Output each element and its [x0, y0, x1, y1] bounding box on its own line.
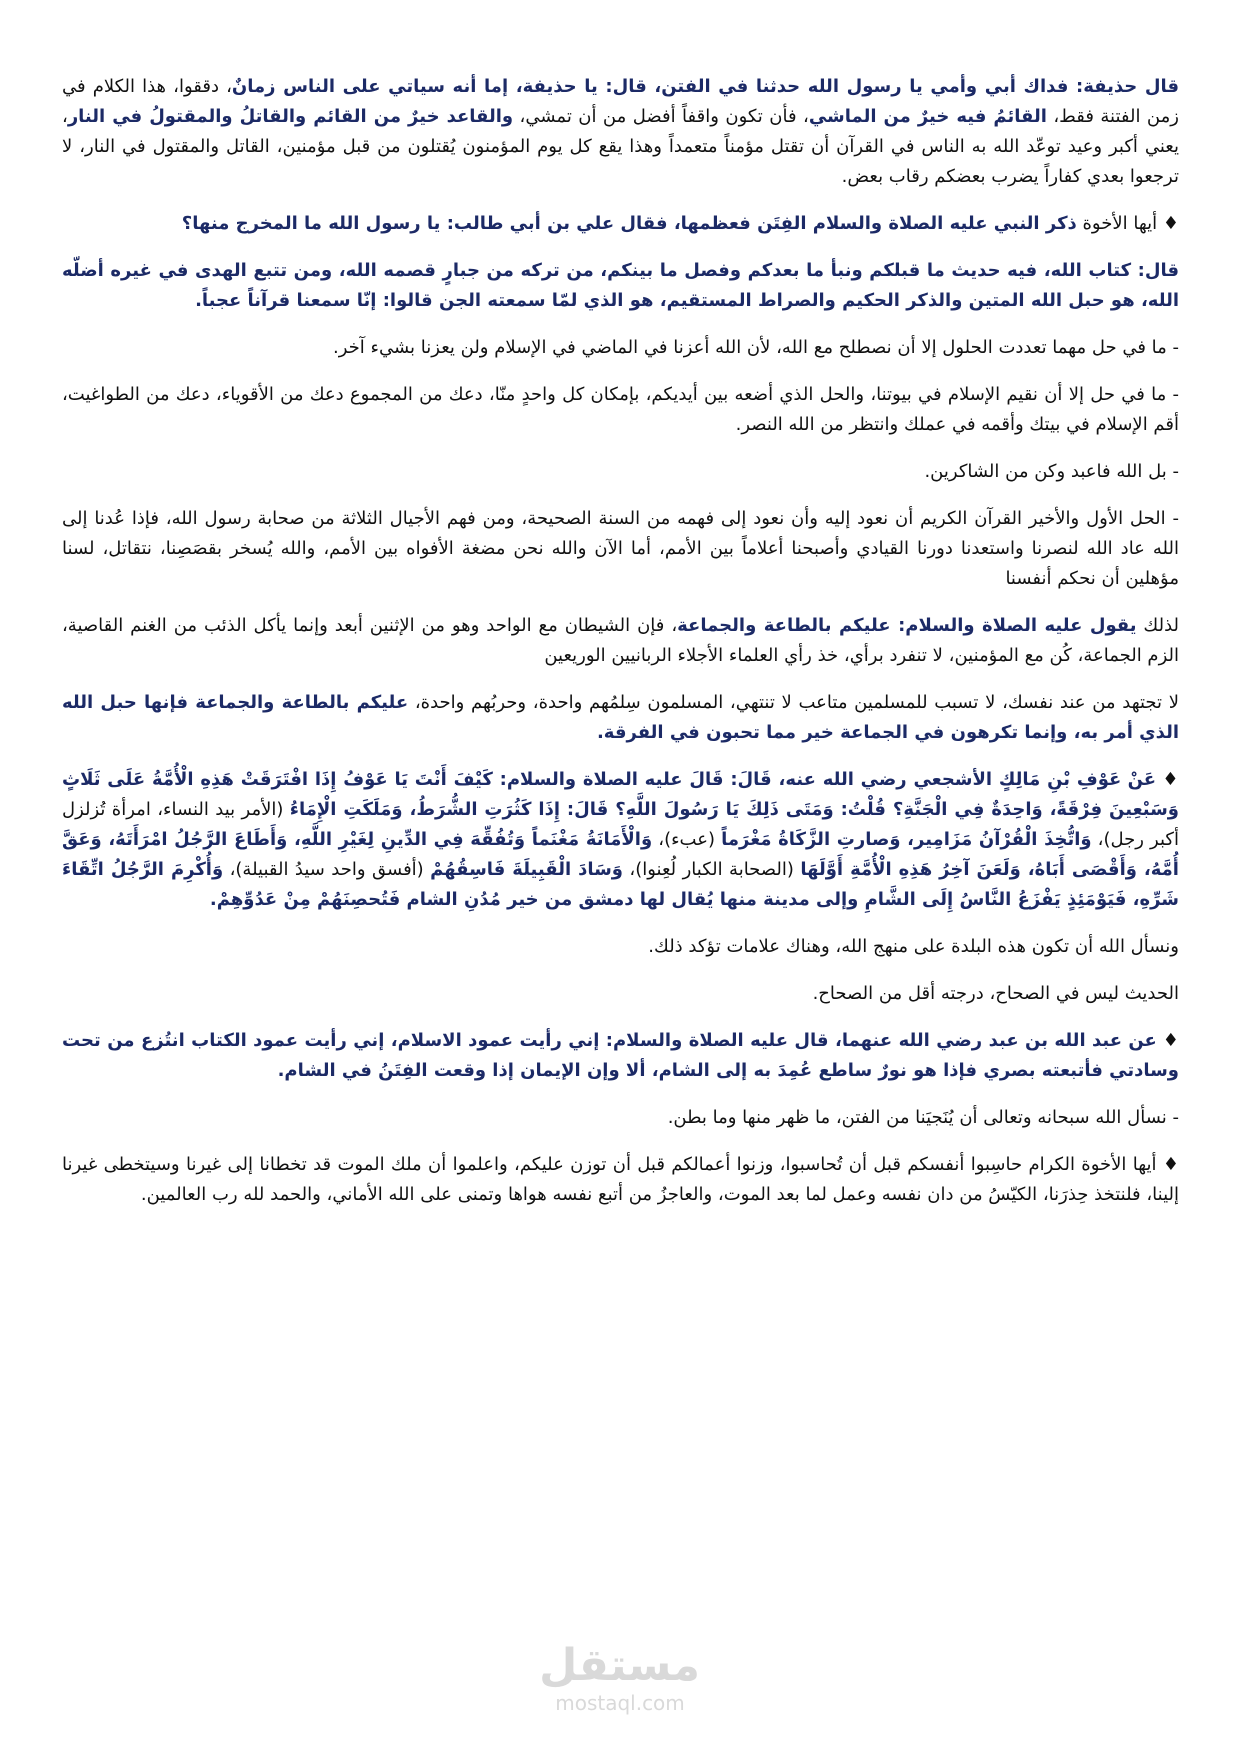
emphasized-text: عليكم بالطاعة والجماعة فإنها حبل الله الذي أمر به، وإنما تكرهون في الجماعة خير مما تحبون في الفرقة.: [62, 692, 1179, 743]
paragraph: [62, 979, 1179, 1009]
body-text: ♦ أيها الأخوة الكرام حاسِبوا أنفسكم قبل أن تُحاسبوا، وزنوا أعمالكم قبل أن توزن عليكم، واعلموا أن ملك الموت قد تخطانا إلى غيرنا وسيتخطى غيرنا إلينا، فلنتخذ حِذرَنا، الكيّسُ من دان نفسه وعمل لما بعد الموت، والعاجزُ من أتبع نفسه هواها وتمنى على الله الأماني، والحمد لله رب العالمين.: [62, 1154, 1179, 1205]
body-text: الحديث ليس في الصحاح، درجته أقل من الصحاح.: [812, 983, 1179, 1004]
body-text: ، فأن تكون واقفاً أفضل من أن تمشي،: [513, 106, 809, 127]
body-text: - بل الله فاعبد وكن من الشاكرين.: [924, 461, 1179, 482]
emphasized-text: وَأُكْرِمَ الرَّجُلُ اتِّقَاءَ شَرِّهِ، فَيَوْمَئِذٍ يَفْزَعُ النَّاسُ إِلَى الشَّامِ وإلى مدينة منها يُقال لها دمشق من خير مُدُنِ الشام فَتُحصِنَهُمْ مِنْ عَدُوِّهِمْ.: [62, 859, 1179, 910]
body-text: ♦ أيها الأخوة: [1076, 213, 1179, 234]
body-text: - نسأل الله سبحانه وتعالى أن يُنَجيَنا من الفتن، ما ظهر منها وما بطن.: [667, 1107, 1179, 1128]
paragraph: [62, 380, 1179, 440]
body-text: - الحل الأول والأخير القرآن الكريم أن نعود إليه وأن نعود إلى فهمه من السنة الصحيحة، ومن فهم الأجيال الثلاثة من صحابة رسول الله، فإذا عُدنا إلى الله عاد الله لنصرنا واستعدنا دورنا القيادي وأصبحنا أعلاماً بين الأمم، أما الآن والله نحن مضغة الأفواه بين الأمم، والله يُسخر بقصَصِنا، نتقاتل، لسنا مؤهلين أن نحكم أنفسنا: [62, 508, 1179, 589]
body-text: لا تجتهد من عند نفسك، لا تسبب للمسلمين متاعب لا تنتهي، المسلمون سِلمُهم واحدة، وحربُهم واحدة،: [408, 692, 1179, 713]
body-text: - ما في حل مهما تعددت الحلول إلا أن نصطلح مع الله، لأن الله أعزنا في الماضي في الإسلام ولن يعزنا بشيء آخر.: [333, 337, 1179, 358]
emphasized-text: قال حذيفة: فداك أبي وأمي يا رسول الله حدثنا في الفتن، قال: يا حذيفة، إما أنه سياتي على الناس زمانٌ: [231, 76, 1179, 97]
body-text: ونسأل الله أن تكون هذه البلدة على منهج الله، وهناك علامات تؤكد ذلك.: [648, 936, 1179, 957]
emphasized-text: يقول عليه الصلاة والسلام: عليكم بالطاعة والجماعة: [677, 615, 1137, 636]
body-text: (الصحابة الكبار لُعِنوا)،: [623, 859, 801, 880]
paragraph: [62, 333, 1179, 363]
body-text: لذلك: [1136, 615, 1180, 636]
paragraph: [62, 765, 1179, 915]
emphasized-text: عن عبد الله بن عبد رضي الله عنهما، قال عليه الصلاة والسلام: إني رأيت عمود الاسلام، إني رأيت عمود الكتاب انتُزع من تحت وسادتي فأتبعته بصري فإذا هو نورٌ ساطع عُمِدَ به إلى الشام، ألا وإن الإيمان إذا وقعت الفِتَنُ في الشام.: [62, 1030, 1179, 1081]
emphasized-text: وَاتُّخِذَ الْقُرْآنُ مَزَامِير، وَصارتِ الزَّكَاةُ مَغْرَماً: [721, 829, 1092, 850]
emphasized-text: قال: كتاب الله، فيه حديث ما قبلكم ونبأ ما بعدكم وفصل ما بينكم، من تركه من جبارٍ قصمه الله، ومن تتبع الهدى في غيره أضلّه الله، هو حبل الله المتين والذكر الحكيم والصراط المستقيم، هو الذي لمّا سمعته الجن قالوا: إنّا سمعنا قرآناً عجباً.: [62, 260, 1179, 311]
watermark-arabic: مستقل: [539, 1640, 700, 1691]
body-text: (أفسق واحد سيدُ القبيلة)،: [223, 859, 431, 880]
body-text: - ما في حل إلا أن نقيم الإسلام في بيوتنا، والحل الذي أضعه بين أيديكم، بإمكان كل واحدٍ منّا، دعك من المجموع دعك من الأقوياء، دعك من الطواغيت، أقم الإسلام في بيتك وأقمه في عملك وانتظر من الله النصر.: [62, 384, 1179, 435]
watermark-logo: [540, 1640, 700, 1714]
paragraph: [62, 932, 1179, 962]
body-text: ♦: [1156, 1030, 1180, 1051]
paragraph: [62, 457, 1179, 487]
body-text: (الأمر بيد النساء، امرأة تُزلزل أكبر رجل)،: [62, 799, 1179, 850]
body-text: ، دققوا، هذا الكلام في زمن الفتنة فقط،: [62, 76, 1179, 127]
body-text: (عبء)،: [652, 829, 722, 850]
paragraph: [62, 611, 1179, 671]
watermark-url: mostaql.com: [555, 1691, 685, 1715]
emphasized-text: القائمُ فيه خيرٌ من الماشي: [808, 106, 1047, 127]
paragraph: [62, 1150, 1179, 1210]
paragraph: [62, 688, 1179, 748]
paragraph: [62, 1103, 1179, 1133]
paragraph: [62, 72, 1179, 192]
paragraph: [62, 256, 1179, 316]
body-text: ♦: [1156, 769, 1180, 790]
body-text: ، يعني أكبر وعيد توعّد الله به الناس في القرآن أن تقتل مؤمناً متعمداً وهذا يقع كل يوم المؤمنون يُقتلون من قبل مؤمنين، القاتل والمقتول في النار، لا ترجعوا بعدي كفاراً يضرب بعضكم رقاب بعض.: [62, 106, 1179, 187]
paragraph: [62, 504, 1179, 594]
emphasized-text: ذكر النبي عليه الصلاة والسلام الفِتَن فعظمها، فقال علي بن أبي طالب: يا رسول الله ما المخرج منها؟: [181, 213, 1077, 234]
emphasized-text: والقاعد خيرٌ من القائم والقاتلُ والمقتولُ في النار: [67, 106, 514, 127]
paragraph: [62, 1026, 1179, 1086]
emphasized-text: وَسَادَ الْقَبِيلَةَ فَاسِقُهُمْ: [430, 859, 623, 880]
emphasized-text: وَالْأَمَانَةُ مَغْنَماً وَتُفُقِّهَ فِي الدِّينِ لِغَيْرِ اللَّهِ، وَأَطَاعَ الرَّجُلُ امْرَأَتَهُ، وَعَقَّ أُمَّهُ، وَأَقْصَى أَبَاهُ، وَلَعَنَ آخِرُ هَذِهِ الْأُمَّةِ أَوَّلَهَا: [62, 829, 1179, 880]
document-body: [62, 72, 1179, 1227]
body-text: ، فإن الشيطان مع الواحد وهو من الإثنين أبعد وإنما يأكل الذئب من الغنم القاصية، الزم الجماعة، كُن مع المؤمنين، لا تنفرد برأي، خذ رأي العلماء الأجلاء الربانيين الوريعين: [62, 615, 1179, 666]
emphasized-text: عَنْ عَوْفِ بْنِ مَالِكٍ الأشجعي رضي الله عنه، قَالَ: قَالَ عليه الصلاة والسلام: كَيْفَ أَنْتَ يَا عَوْفُ إِذَا افْتَرَقَتْ هَذِهِ الْأُمَّةُ عَلَى ثَلَاثٍ وَسَبْعِينَ فِرْقَةً، وَاحِدَةٌ فِي الْجَنَّةِ؟ قُلْتُ: وَمَتَى ذَلِكَ يَا رَسُولَ اللَّهِ؟ قَالَ: إِذَا كَثُرَتِ الشُّرَطُ، وَمَلَكَتِ الْإِمَاءُ: [62, 769, 1179, 820]
paragraph: [62, 209, 1179, 239]
